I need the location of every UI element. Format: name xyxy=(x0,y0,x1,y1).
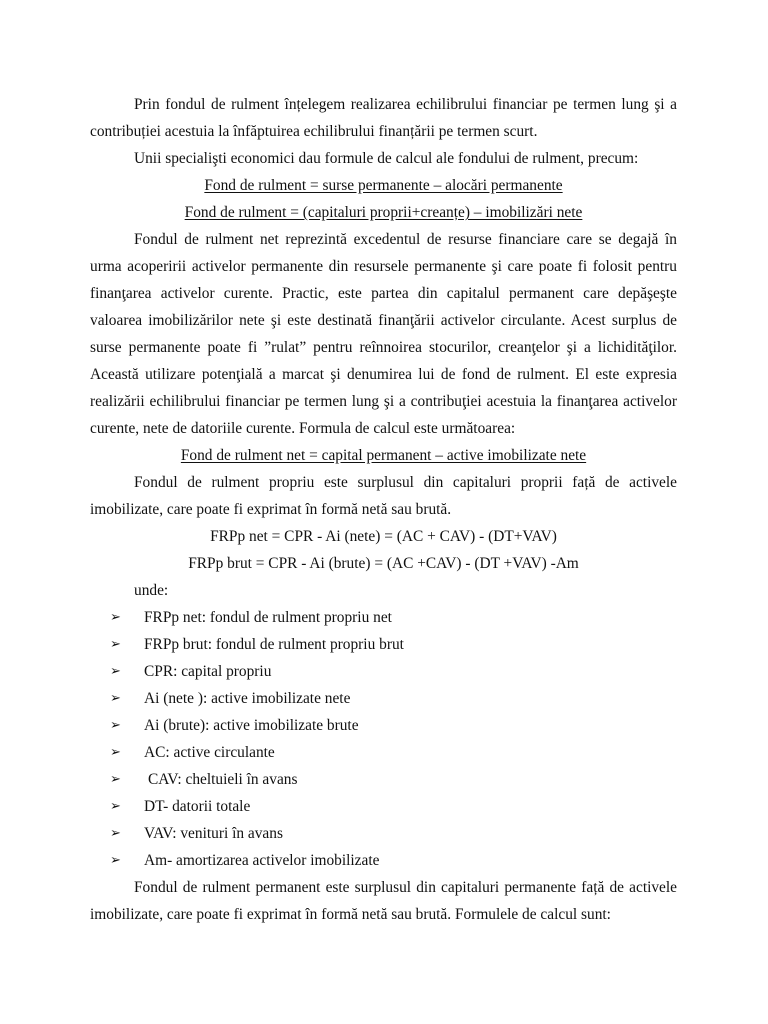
formula-frpp-net: FRPp net = CPR - Ai (nete) = (AC + CAV) - (DT+VAV) xyxy=(210,528,557,545)
list-item-text: Ai (nete ): active imobilizate nete xyxy=(144,690,351,707)
list-item-text: VAV: venituri în avans xyxy=(144,825,283,842)
paragraph-fond-rulment-net: Fondul de rulment net reprezintă excedentul de resurse financiare care se degajă în urma acoperirii activelor permanente din resursele permanente şi care poate fi folosit pentru finanţarea activelor curente. Practic, este partea din capitalul permanent care depăşeşte valoarea imobilizărilor nete şi este destinată finanţării activelor circulante. Acest surplus de surse permanente poate fi ”rulat” pentru reînnoirea stocurilor, creanţelor şi a lichidităţilor. Această utilizare potenţială a marcat şi denumirea lui de fond de rulment. El este expresia realizării echilibrului financiar pe termen lung şi a contribuţiei acestuia la finanţarea activelor curente, nete de datoriile curente. Formula de calcul este următoarea: xyxy=(90,231,677,437)
list-item xyxy=(90,739,677,766)
paragraph-fond-rulment-permanent: Fondul de rulment permanent este surplusul din capitaluri permanente față de activele imobilizate, care poate fi exprimat în formă netă sau brută. Formulele de calcul sunt: xyxy=(90,879,677,923)
formula-fond-rulment-1 xyxy=(90,172,677,199)
arrowhead-icon: ➢ xyxy=(110,745,121,760)
definitions-list xyxy=(90,604,677,874)
arrowhead-icon: ➢ xyxy=(110,637,121,652)
arrowhead-icon: ➢ xyxy=(110,853,121,868)
list-item-text: DT- datorii totale xyxy=(144,798,251,815)
arrowhead-icon: ➢ xyxy=(110,718,121,733)
formula-fond-rulment-net xyxy=(90,442,677,469)
arrowhead-icon: ➢ xyxy=(110,691,121,706)
list-item xyxy=(90,712,677,739)
formula-frpp-brut: FRPp brut = CPR - Ai (brute) = (AC +CAV) - (DT +VAV) -Am xyxy=(188,555,579,572)
paragraph-intro: Prin fondul de rulment înțelegem realizarea echilibrului financiar pe termen lung şi a contribuției acestuia la înfăptuirea echilibrului finanțării pe termen scurt. xyxy=(90,96,677,140)
formula-text: Fond de rulment = (capitaluri proprii+creanțe) – imobilizări nete xyxy=(184,204,583,221)
list-item-text: Am- amortizarea activelor imobilizate xyxy=(144,852,380,869)
arrowhead-icon: ➢ xyxy=(110,772,121,787)
paragraph-fond-rulment-propriu: Fondul de rulment propriu este surplusul din capitaluri proprii față de activele imobilizate, care poate fi exprimat în formă netă sau brută. xyxy=(90,474,677,518)
list-item xyxy=(90,820,677,847)
list-item-text: FRPp brut: fondul de rulment propriu brut xyxy=(144,636,404,653)
label-unde: unde: xyxy=(134,582,169,599)
formula-text: Fond de rulment net = capital permanent – active imobilizate nete xyxy=(180,447,587,464)
paragraph-specialists: Unii specialişti economici dau formule de calcul ale fondului de rulment, precum: xyxy=(134,150,639,167)
list-item-text: CPR: capital propriu xyxy=(144,663,272,680)
list-item-text: CAV: cheltuieli în avans xyxy=(148,771,298,788)
list-item xyxy=(90,793,677,820)
formula-text: Fond de rulment = surse permanente – alocări permanente xyxy=(204,177,563,194)
list-item xyxy=(90,604,677,631)
list-item-text: FRPp net: fondul de rulment propriu net xyxy=(144,609,392,626)
list-item-text: Ai (brute): active imobilizate brute xyxy=(144,717,359,734)
list-item xyxy=(90,766,677,793)
arrowhead-icon: ➢ xyxy=(110,799,121,814)
list-item xyxy=(90,847,677,874)
list-item-text: AC: active circulante xyxy=(144,744,275,761)
list-item xyxy=(90,631,677,658)
list-item xyxy=(90,658,677,685)
arrowhead-icon: ➢ xyxy=(110,664,121,679)
document-body xyxy=(90,91,677,928)
list-item xyxy=(90,685,677,712)
arrowhead-icon: ➢ xyxy=(110,826,121,841)
arrowhead-icon: ➢ xyxy=(110,610,121,625)
formula-fond-rulment-2 xyxy=(90,199,677,226)
